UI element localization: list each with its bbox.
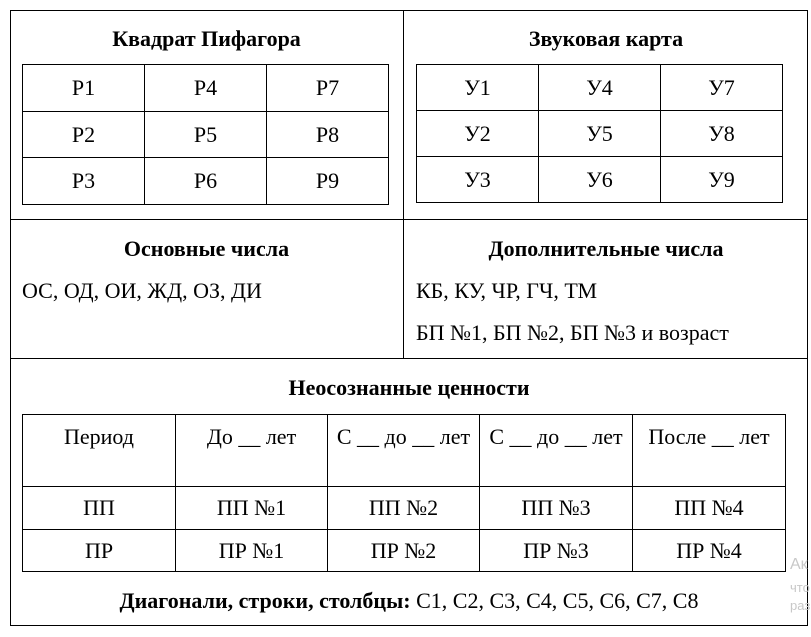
divider-middle: [10, 358, 808, 359]
values-header-col2: С __ до __ лет: [328, 415, 480, 487]
extra-numbers-line2: БП №1, БП №2, БП №3 и возраст: [416, 320, 729, 345]
footer-label: Диагонали, строки, столбцы:: [119, 588, 411, 613]
values-header-col4: После __ лет: [633, 415, 786, 487]
pythagoras-cell: Р2: [23, 111, 145, 158]
sound-map-cell: У5: [539, 111, 661, 157]
main-numbers-title: Основные числа: [123, 236, 290, 261]
values-header-col3: С __ до __ лет: [480, 415, 633, 487]
extra-numbers-title: Дополнительные числа: [488, 236, 724, 261]
sound-map-cell: У4: [539, 65, 661, 111]
footer-line: [10, 588, 811, 614]
main-numbers-text: ОС, ОД, ОИ, ЖД, ОЗ, ДИ: [22, 278, 262, 303]
pythagoras-cell: Р8: [267, 111, 389, 158]
values-header-period: Период: [23, 415, 176, 487]
values-cell: ПР №2: [328, 530, 480, 572]
values-cell: ПП №3: [480, 487, 633, 530]
values-header-col1: До __ лет: [176, 415, 328, 487]
sound-map-cell: У8: [661, 111, 783, 157]
sound-map-cell: У3: [417, 157, 539, 203]
sound-map-cell: У2: [417, 111, 539, 157]
pythagoras-cell: Р3: [23, 158, 145, 205]
values-cell: ПР №3: [480, 530, 633, 572]
sound-map-cell: У6: [539, 157, 661, 203]
divider-top: [10, 219, 808, 220]
values-row-label: ПР: [23, 530, 176, 572]
sound-map-table: [416, 64, 783, 203]
values-cell: ПП №4: [633, 487, 786, 530]
pythagoras-title: Квадрат Пифагора: [112, 26, 301, 51]
extra-numbers-line1: КБ, КУ, ЧР, ГЧ, ТМ: [416, 278, 598, 303]
values-cell: ПП №2: [328, 487, 480, 530]
watermark-line2: что: [790, 580, 810, 595]
values-title: Неосознанные ценности: [288, 375, 530, 400]
pythagoras-cell: Р6: [145, 158, 267, 205]
sound-map-cell: У1: [417, 65, 539, 111]
values-row-label: ПП: [23, 487, 176, 530]
vertical-divider: [403, 10, 404, 359]
pythagoras-cell: Р5: [145, 111, 267, 158]
values-cell: ПР №4: [633, 530, 786, 572]
sound-map-cell: У7: [661, 65, 783, 111]
values-table: [22, 414, 786, 572]
watermark-line3: раз: [790, 598, 811, 613]
footer-text: С1, С2, С3, С4, С5, С6, С7, С8: [410, 588, 699, 613]
sound-map-title: Звуковая карта: [528, 26, 684, 51]
pythagoras-cell: Р1: [23, 65, 145, 112]
pythagoras-table: [22, 64, 389, 205]
watermark-line1: Ак: [790, 556, 808, 573]
sound-map-cell: У9: [661, 157, 783, 203]
values-cell: ПР №1: [176, 530, 328, 572]
values-cell: ПП №1: [176, 487, 328, 530]
pythagoras-cell: Р4: [145, 65, 267, 112]
pythagoras-cell: Р9: [267, 158, 389, 205]
pythagoras-cell: Р7: [267, 65, 389, 112]
